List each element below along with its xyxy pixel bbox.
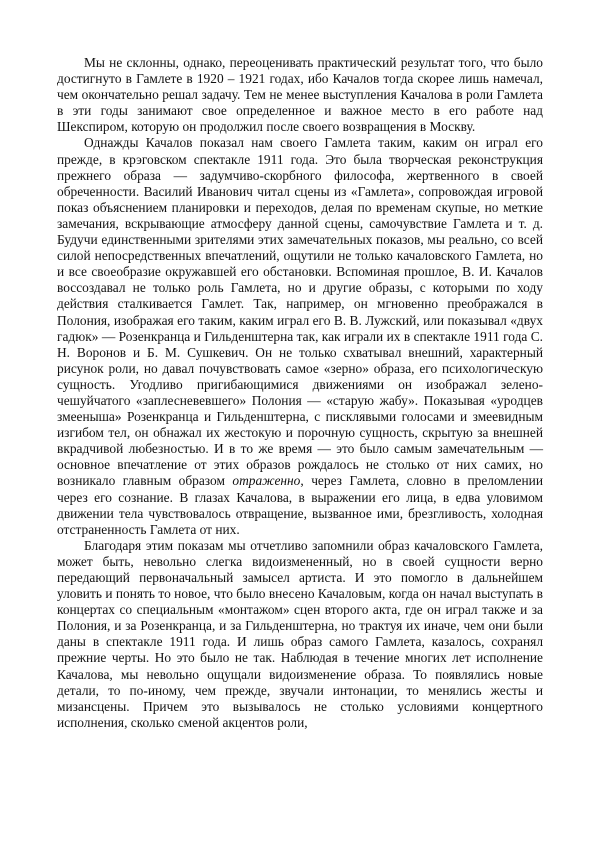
paragraph-2-italic-word: отраженно — [232, 473, 301, 489]
paragraph-3-text: Благодаря этим показам мы отчетливо запомнили образ качаловского Гамлета, может быть, невольно слегка видоизмененный, но в своей сущности верно передающий первоначальный замысел артиста. И это помогло в дальнейшем уловить и понять то новое, что было внесено Качаловым, когда он начал выступать в концертах со специальным «монтажом» сцен второго акта, где он играл также и за Полония, и за Розенкранца, и за Гильденштерна, но трактуя их иначе, чем они были даны в спектакле 1911 года. И лишь образ самого Гамлета, казалось, сохранял прежние черты. Но это было не так. Наблюдая в течение многих лет исполнение Качалова, мы невольно ощущали видоизменение образа. То появлялись новые детали, то по-иному, чем прежде, звучали интонации, то менялись жесты и мизансцены. Причем это вызывалось не столько условиями концертного исполнения, сколько сменой акцентов роли, — [57, 537, 543, 730]
paragraph-2 — [57, 135, 543, 537]
paragraph-2-text-a: Однажды Качалов показал нам своего Гамлета таким, каким он играл его прежде, в крэговском спектакле 1911 года. Это была творческая реконструкция прежнего образа — задумчиво-скорбного философа, жертвенного в своей обреченности. Василий Иванович читал сцены из «Гамлета», сопровождая игровой показ объяснением планировки и переходов, делая по временам скупые, но меткие замечания, вскрывающие атмосферу данной сцены, самочувствие Гамлета и т. д. Будучи единственными зрителями этих замечательных показов, мы реально, со всей силой непосредственных впечатлений, ощутили не только качаловского Гамлета, но и все своеобразие окружавшей его обстановки. Вспоминая прошлое, В. И. Качалов воссоздавал не только роль Гамлета, но и другие образы, с которыми по ходу действия сталкивается Гамлет. Так, например, он мгновенно преображался в Полония, изображая его таким, каким играл его В. В. Лужский, или показывал «двух гадюк» — Розенкранца и Гильденштерна так, как играли их в спектакле 1911 года С. Н. Воронов и Б. М. Сушкевич. Он не только схватывал внешний, характерный рисунок роли, но давал почувствовать самое «зерно» образа, его психологическую сущность. Угодливо пригибающимися движениями он изображал зелено-чешуйчатого «заплесневевшего» Полония — «старую жабу». Показывая «уродцев змееныша» Розенкранца и Гильденштерна, с писклявыми голосами и змеевидным изгибом тел, он обнажал их жестокую и порочную сущность, скрытую за внешней вкрадчивой любезностью. И в то же время — это было самым замечательным — основное впечатление от этих образов рождалось не столько от них самих, но возникало главным образом — [57, 135, 543, 489]
paragraph-2-text-b: , через Гамлета, словно в преломлении через его сознание. В глазах Качалова, в выражении его лица, в едва уловимом движении тела чувствовалось отвращение, вызванное ими, брезгливость, холодная отстраненность Гамлета от них. — [57, 473, 543, 537]
paragraph-1-text: Мы не склонны, однако, переоценивать практический результат того, что было достигнуто в Гамлете в 1920 – 1921 годах, ибо Качалов тогда скорее лишь намечал, чем окончательно решал задачу. Тем не менее выступления Качалова в роли Гамлета в эти годы занимают свое определенное и важное место в его работе над Шекспиром, которую он продолжил после своего возвращения в Москву. — [57, 55, 543, 135]
paragraph-3 — [57, 538, 543, 731]
paragraph-1 — [57, 55, 543, 135]
